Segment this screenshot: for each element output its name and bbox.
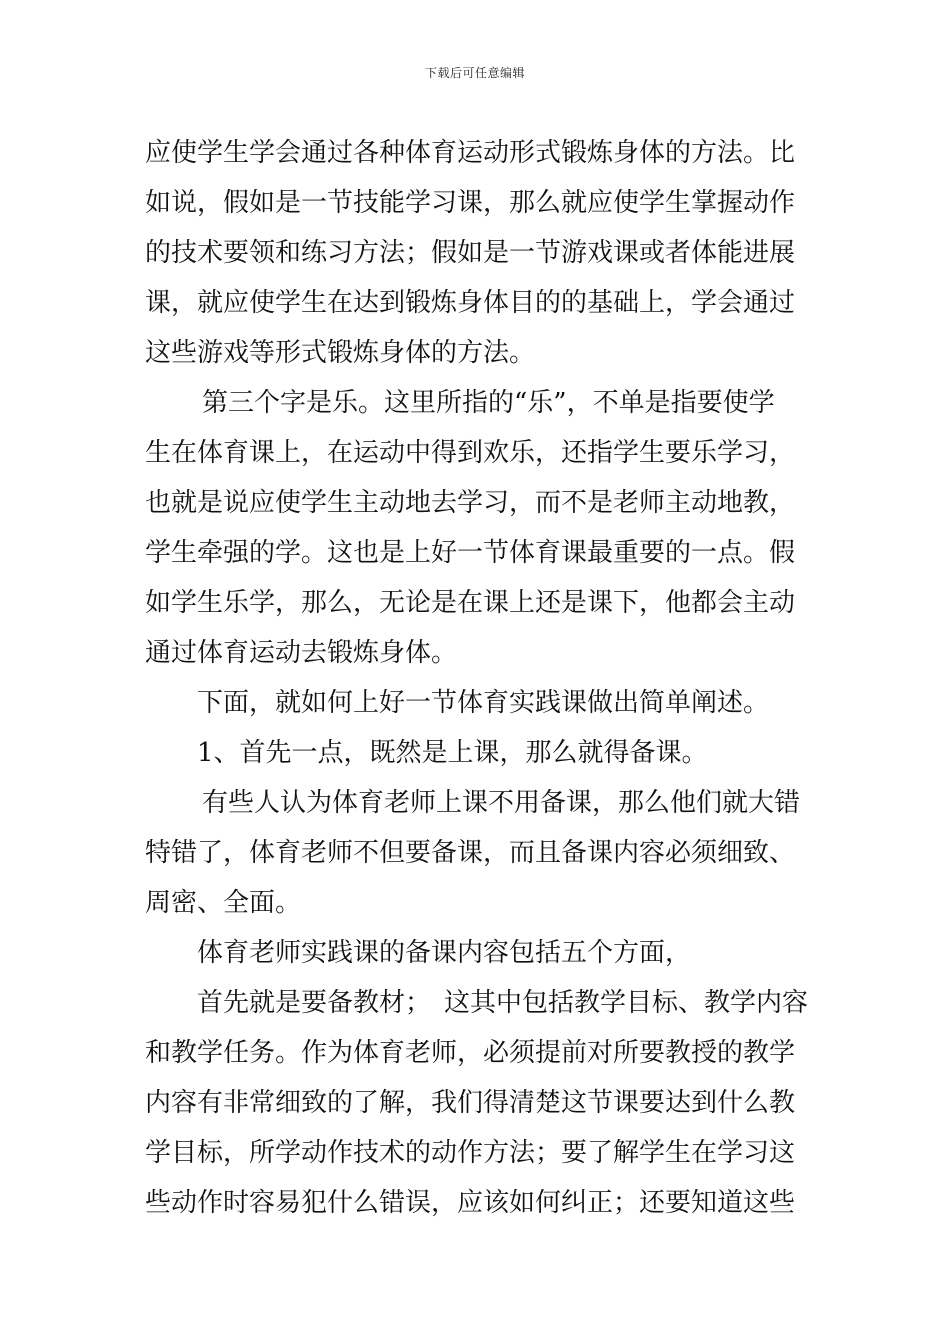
text-line: 特错了，体育老师不但要备课，而且备课内容必须细致、: [145, 838, 796, 868]
header-note: 下载后可任意编辑: [424, 66, 525, 80]
text-line: 如说，假如是一节技能学习课，那么就应使学生掌握动作: [145, 188, 796, 218]
text-line: 学生牵强的学。这也是上好一节体育课最重要的一点。假: [145, 538, 796, 568]
paragraph-start-line: 下面，就如何上好一节体育实践课做出简单阐述。: [197, 688, 770, 718]
text-line: 内容有非常细致的了解，我们得清楚这节课要达到什么教: [145, 1088, 796, 1118]
paragraph-start-line: 第三个字是乐。这里所指的“乐”，不单是指要使学: [202, 388, 775, 418]
text-line: 生在体育课上，在运动中得到欢乐，还指学生要乐学习，: [145, 438, 796, 468]
text-line: 学目标，所学动作技术的动作方法；要了解学生在学习这: [145, 1138, 796, 1168]
text-line: 和教学任务。作为体育老师，必须提前对所要教授的教学: [145, 1038, 796, 1068]
text-line: 通过体育运动去锻炼身体。: [145, 638, 458, 668]
text-line: 也就是说应使学生主动地去学习，而不是老师主动地教，: [145, 488, 796, 518]
text-line: 这些游戏等形式锻炼身体的方法。: [145, 338, 536, 368]
text-line: 些动作时容易犯什么错误，应该如何纠正；还要知道这些: [145, 1188, 796, 1218]
numbered-item-line: 1、首先一点，既然是上课，那么就得备课。: [197, 738, 708, 768]
paragraph-start-line: 首先就是要备教材； 这其中包括教学目标、教学内容: [197, 988, 809, 1018]
text-line: 应使学生学会通过各种体育运动形式锻炼身体的方法。比: [145, 138, 796, 168]
text-line: 如学生乐学，那么，无论是在课上还是课下，他都会主动: [145, 588, 796, 618]
paragraph-start-line: 有些人认为体育老师上课不用备课，那么他们就大错: [202, 788, 801, 818]
text-line: 课，就应使学生在达到锻炼身体目的的基础上，学会通过: [145, 288, 796, 318]
text-line: 的技术要领和练习方法；假如是一节游戏课或者体能进展: [145, 238, 796, 268]
text-line: 周密、全面。: [145, 888, 302, 918]
paragraph-start-line: 体育老师实践课的备课内容包括五个方面，: [197, 938, 692, 968]
document-body: [145, 128, 810, 1228]
